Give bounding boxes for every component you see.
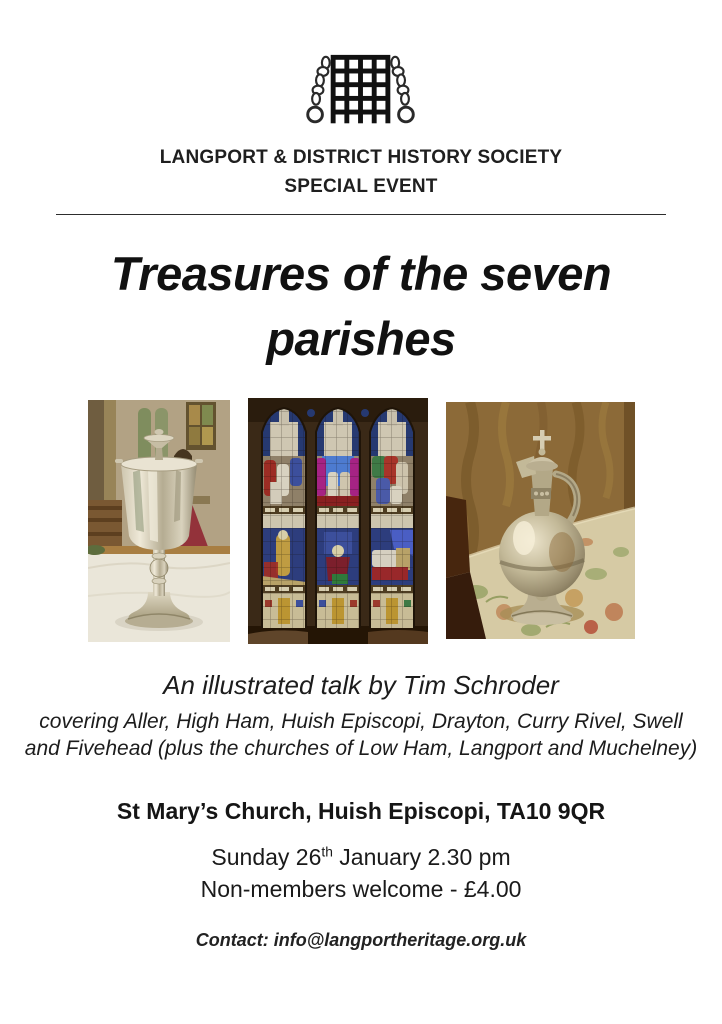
event-title xyxy=(111,242,611,372)
date-line xyxy=(201,842,522,873)
chalice-photo xyxy=(88,400,230,642)
silver-flagon-photo xyxy=(446,402,635,639)
photo-row xyxy=(88,398,635,644)
society-name: LANGPORT & DISTRICT HISTORY SOCIETY xyxy=(159,147,563,168)
venue-line: St Mary’s Church, Huish Episcopi, TA10 9QR xyxy=(116,798,606,825)
coverage-line2: and Fivehead (plus the churches of Low Ham, Langport and Muchelney) xyxy=(24,737,698,761)
speaker-line: An illustrated talk by Tim Schroder xyxy=(163,669,559,700)
society-logo xyxy=(299,50,423,136)
date-ordinal: th xyxy=(321,844,333,860)
event-title-line2: parishes xyxy=(266,311,456,365)
chalice-photo-art xyxy=(88,400,230,642)
event-type: SPECIAL EVENT xyxy=(284,175,438,197)
coverage-line1: covering Aller, High Ham, Huish Episcopi, Drayton, Curry Rivel, Swell xyxy=(39,709,683,733)
portcullis-icon xyxy=(299,50,423,136)
stained-glass-art xyxy=(248,398,428,644)
header-text xyxy=(160,144,563,201)
date-and-admission xyxy=(201,842,522,905)
divider-line xyxy=(56,214,666,215)
date-prefix: Sunday 26 xyxy=(211,844,322,871)
flagon-photo-art xyxy=(446,402,635,639)
contact-line: Contact: info@langportheritage.org.uk xyxy=(195,929,527,950)
date-suffix: January 2.30 pm xyxy=(332,844,511,871)
coverage-text xyxy=(25,708,697,763)
admission-line: Non-members welcome - £4.00 xyxy=(200,875,522,902)
stained-glass-window-photo xyxy=(248,398,428,644)
event-title-line1: Treasures of the seven xyxy=(110,247,612,300)
